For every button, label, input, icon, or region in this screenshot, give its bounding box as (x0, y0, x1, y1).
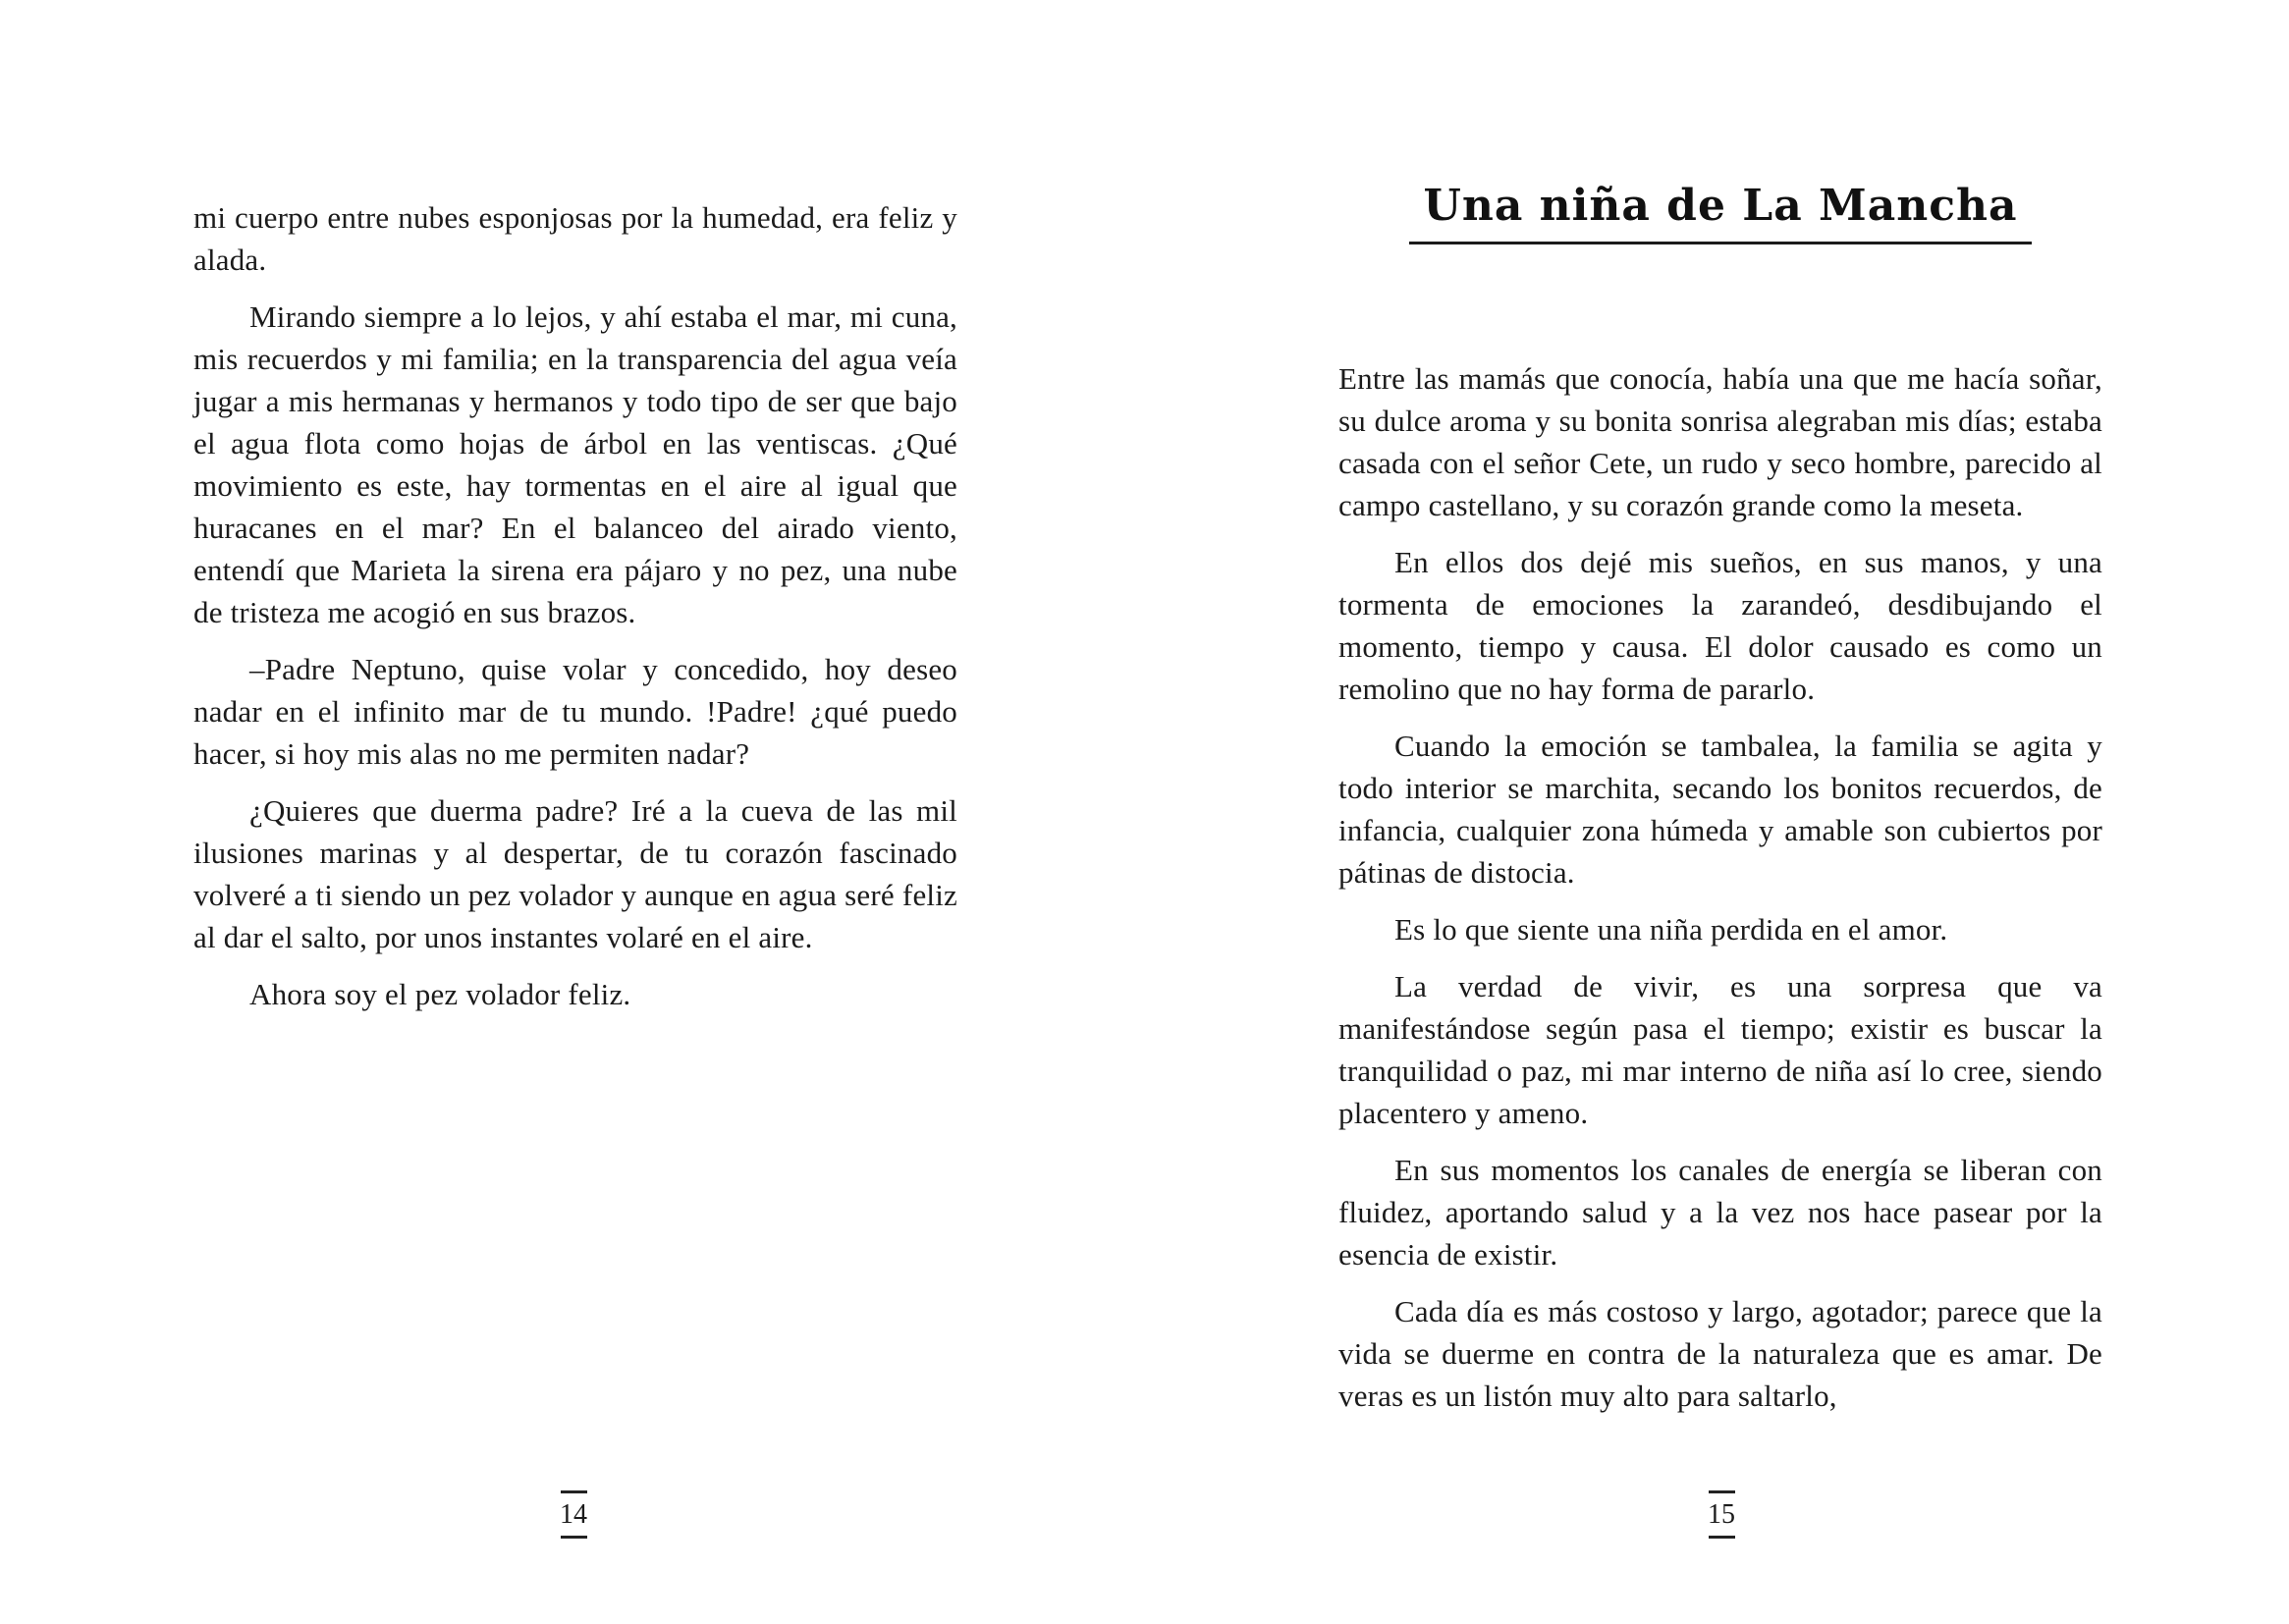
paragraph: Mirando siempre a lo lejos, y ahí estaba el mar, mi cuna, mis recuerdos y mi familia; en la transparencia del agua veía jugar a mis hermanas y hermanos y todo tipo de ser que bajo el agua flota como hojas de árbol en las ventiscas. ¿Qué movimiento es este, hay tormentas en el aire al igual que huracanes en el mar? En el balanceo del airado viento, entendí que Marieta la sirena era pájaro y no pez, una nube de tristeza me acogió en sus brazos. (193, 299, 957, 629)
right-page (1145, 0, 2289, 1624)
page-number: 15 (1708, 1499, 1735, 1530)
paragraph: En sus momentos los canales de energía se liberan con fluidez, aportando salud y a la vez nos hace pasear por la esencia de existir. (1338, 1153, 2102, 1272)
paragraph: Cuando la emoción se tambalea, la familia se agita y todo interior se marchita, secando los bonitos recuerdos, de infancia, cualquier zona húmeda y amable son cubiertos por pátinas de distocia. (1338, 729, 2102, 890)
paragraph: La verdad de vivir, es una sorpresa que va manifestándose según pasa el tiempo; existir es buscar la tranquilidad o paz, mi mar interno de niña así lo cree, siendo placentero y ameno. (1338, 969, 2102, 1130)
left-text-column (193, 196, 957, 1015)
folio-rule-bottom (1709, 1536, 1735, 1539)
left-page (0, 0, 1144, 1624)
paragraph: ¿Quieres que duerma padre? Iré a la cueva de las mil ilusiones marinas y al despertar, de tu corazón fascinado volveré a ti siendo un pez volador y aunque en agua seré feliz al dar el salto, por unos instantes volaré en el aire. (193, 793, 957, 954)
page-number: 14 (560, 1499, 587, 1530)
chapter-title-wrap (1338, 183, 2102, 244)
paragraph: –Padre Neptuno, quise volar y concedido, hoy deseo nadar en el infinito mar de tu mundo. !Padre! ¿qué puedo hacer, si hoy mis alas no me permiten nadar? (193, 652, 957, 771)
paragraph: Ahora soy el pez volador feliz. (249, 977, 631, 1011)
paragraph: Es lo que siente una niña perdida en el amor. (1394, 912, 1948, 947)
paragraph: Entre las mamás que conocía, había una que me hacía soñar, su dulce aroma y su bonita sonrisa alegraban mis días; estaba casada con el señor Cete, un rudo y seco hombre, parecido al campo castellano, y su corazón grande como la meseta. (1338, 361, 2102, 522)
paragraph: mi cuerpo entre nubes esponjosas por la humedad, era feliz y alada. (193, 200, 957, 277)
chapter-title: Una niña de La Mancha (1409, 183, 2031, 244)
right-page-folio (1687, 1490, 1756, 1539)
paragraph: Cada día es más costoso y largo, agotador; parece que la vida se duerme en contra de la naturaleza que es amar. De veras es un listón muy alto para saltarlo, (1338, 1294, 2102, 1413)
folio-rule-bottom (561, 1536, 587, 1539)
right-text-column (1338, 357, 2102, 1417)
paragraph: En ellos dos dejé mis sueños, en sus manos, y una tormenta de emociones la zarandeó, desdibujando el momento, tiempo y causa. El dolor causado es como un remolino que no hay forma de pararlo. (1338, 545, 2102, 706)
left-page-folio (539, 1490, 608, 1539)
